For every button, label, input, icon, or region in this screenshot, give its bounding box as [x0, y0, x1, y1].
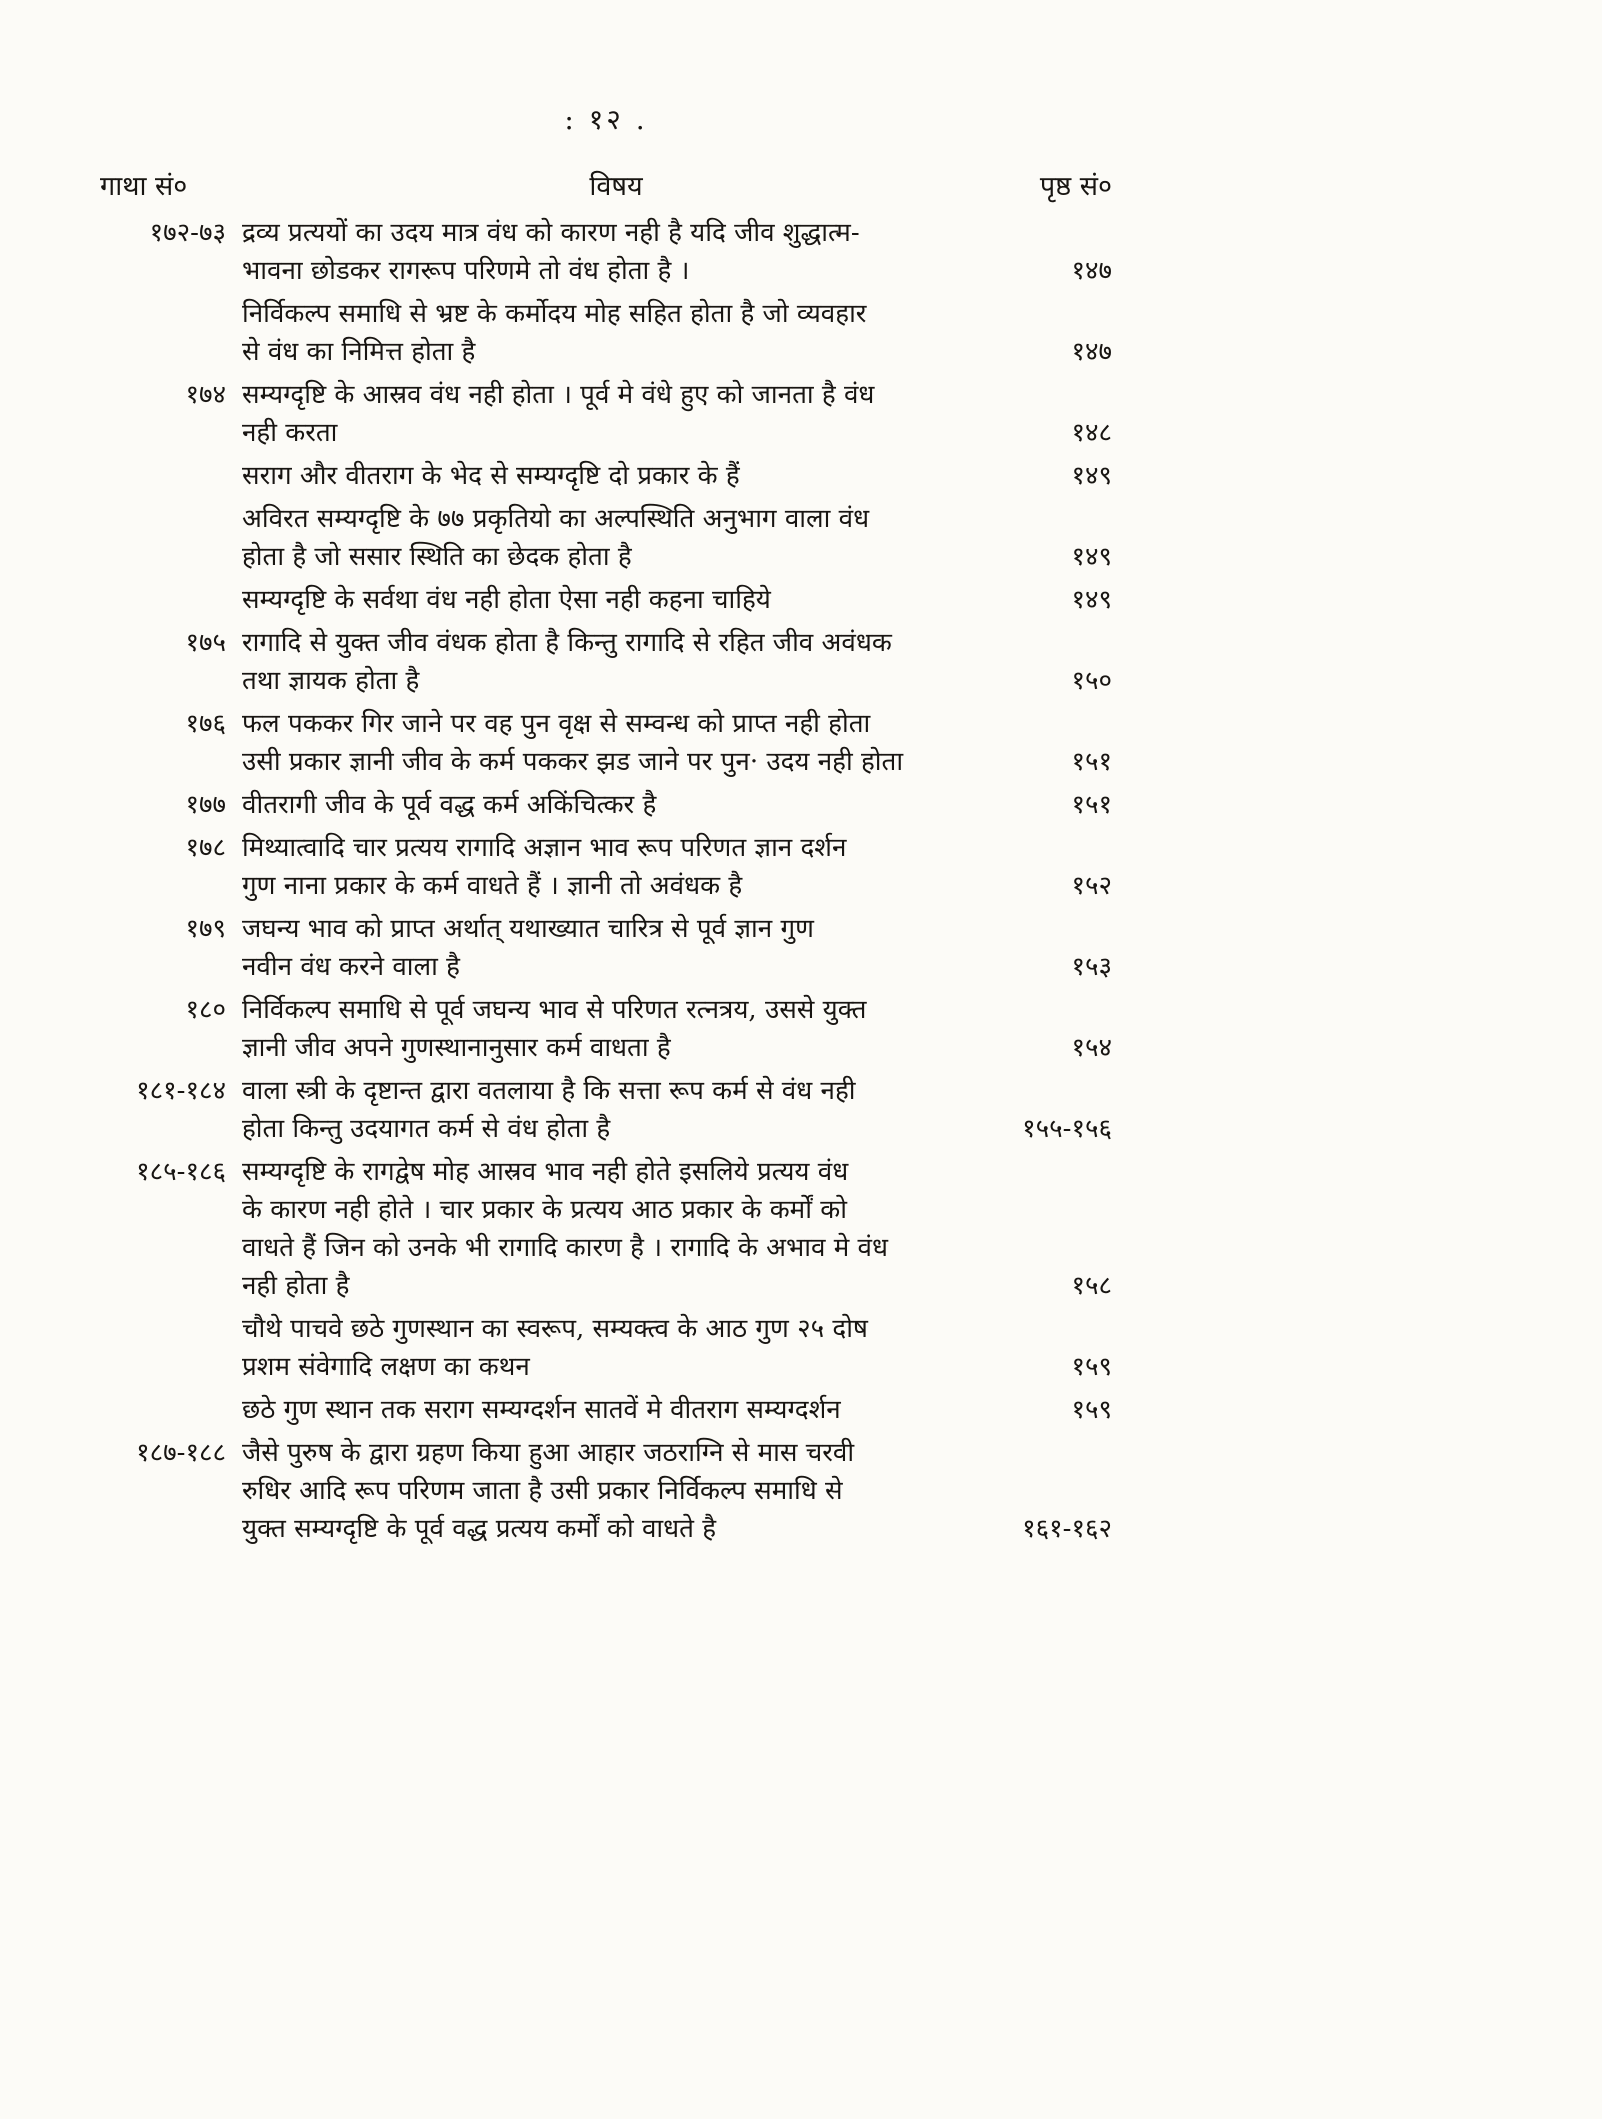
entry-lines — [242, 214, 984, 290]
toc-entry — [100, 991, 1112, 1067]
gatha-number: १७८ — [185, 833, 226, 863]
entry-line-text: होता किन्तु उदयागत कर्म से वंध होता है — [242, 1114, 611, 1144]
entry-line-text: मिथ्यात्वादि चार प्रत्यय रागादि अज्ञान भाव रूप परिणत ज्ञान दर्शन — [242, 833, 847, 863]
toc-entry — [100, 500, 1112, 576]
entry-line-text: द्रव्य प्रत्ययों का उदय मात्र वंध को कारण नही है यदि जीव शुद्धात्म- — [242, 218, 860, 248]
entry-line-text: सम्यग्दृष्टि के सर्वथा वंध नही होता ऐसा नही कहना चाहिये — [242, 585, 771, 615]
entry-line-text: जैसे पुरुष के द्वारा ग्रहण किया हुआ आहार जठराग्नि से मास चरवी — [242, 1438, 855, 1468]
entry-line-text: जघन्य भाव को प्राप्त अर्थात् यथाख्यात चारित्र से पूर्व ज्ञान गुण — [242, 914, 814, 944]
page-number: १४९ — [1071, 461, 1112, 491]
entry-line-text: चौथे पाचवे छठे गुणस्थान का स्वरूप, सम्यक्त्व के आठ गुण २५ दोष — [242, 1314, 868, 1344]
toc-entry — [100, 829, 1112, 905]
entry-line-text: वाला स्त्री के दृष्टान्त द्वारा वतलाया है कि सत्ता रूप कर्म से वंध नही — [242, 1076, 856, 1106]
column-header-page: पृष्ठ सं० — [1039, 171, 1112, 202]
toc-entry — [100, 581, 1112, 619]
toc-entry — [100, 624, 1112, 700]
page-number: १५० — [1071, 666, 1112, 696]
gatha-number — [100, 295, 242, 371]
entry-line-text: सम्यग्दृष्टि के रागद्वेष मोह आस्रव भाव नही होते इसलिये प्रत्यय वंध — [242, 1157, 849, 1187]
entry-line-text: भावना छोडकर रागरूप परिणमे तो वंध होता है । — [242, 256, 690, 286]
gatha-number — [100, 1391, 242, 1429]
gatha-number: १७६ — [185, 709, 226, 739]
toc-entry — [100, 1434, 1112, 1548]
gatha-number: १७५ — [185, 628, 226, 658]
toc-entry — [100, 705, 1112, 781]
entry-line-text: छठे गुण स्थान तक सराग सम्यग्दर्शन सातवें मे वीतराग सम्यग्दर्शन — [242, 1395, 841, 1425]
entry-lines — [242, 295, 984, 371]
entry-line-text: युक्त सम्यग्दृष्टि के पूर्व वद्ध प्रत्यय कर्मों को वाधते है — [242, 1514, 717, 1544]
gatha-number — [100, 581, 242, 619]
page-number: १४७ — [1071, 337, 1112, 367]
entry-line-text: गुण नाना प्रकार के कर्म वाधते हैं । ज्ञानी तो अवंधक है — [242, 871, 743, 901]
toc-entry — [100, 295, 1112, 371]
entry-lines — [242, 1391, 984, 1429]
page-number: १५९ — [1071, 1352, 1112, 1382]
toc-entry — [100, 910, 1112, 986]
toc-entry — [100, 214, 1112, 290]
page-number: १५८ — [1071, 1271, 1112, 1301]
gatha-number: १७२-७३ — [149, 218, 226, 248]
page-number: १४७ — [1071, 256, 1112, 286]
page-number: १५३ — [1071, 952, 1112, 982]
page-number: १५१ — [1071, 747, 1112, 777]
entry-lines — [242, 1072, 984, 1148]
entry-line-text: वीतरागी जीव के पूर्व वद्ध कर्म अकिंचित्कर है — [242, 790, 657, 820]
gatha-number — [100, 1310, 242, 1386]
page-number-header: : १२ . — [564, 103, 648, 136]
entry-line-text: होता है जो ससार स्थिति का छेदक होता है — [242, 542, 632, 572]
entry-line-text: तथा ज्ञायक होता है — [242, 666, 420, 696]
gatha-number — [100, 457, 242, 495]
entry-line-text: नवीन वंध करने वाला है — [242, 952, 460, 982]
toc-entry — [100, 1391, 1112, 1429]
toc-entry — [100, 786, 1112, 824]
entry-line-text: उसी प्रकार ज्ञानी जीव के कर्म पककर झड जाने पर पुन· उदय नही होता — [242, 747, 904, 777]
toc-entries — [100, 214, 1112, 1553]
page-number: १६१-१६२ — [1022, 1514, 1112, 1544]
entry-lines — [242, 1153, 984, 1305]
gatha-number: १७९ — [185, 914, 226, 944]
entry-line-text: निर्विकल्प समाधि से भ्रष्ट के कर्मोदय मोह सहित होता है जो व्यवहार — [242, 299, 867, 329]
page-number: १५१ — [1071, 790, 1112, 820]
entry-line-text: वाधते हैं जिन को उनके भी रागादि कारण है । रागादि के अभाव मे वंध — [242, 1233, 888, 1263]
entry-line-text: अविरत सम्यग्दृष्टि के ७७ प्रकृतियो का अल्पस्थिति अनुभाग वाला वंध — [242, 504, 870, 534]
entry-lines — [242, 705, 984, 781]
page-number: १४९ — [1071, 585, 1112, 615]
entry-line-text: सम्यग्दृष्टि के आस्रव वंध नही होता । पूर्व मे वंधे हुए को जानता है वंध — [242, 380, 875, 410]
toc-entry — [100, 457, 1112, 495]
entry-line-text: सराग और वीतराग के भेद से सम्यग्दृष्टि दो प्रकार के हैं — [242, 461, 740, 491]
entry-line-text: नही करता — [242, 418, 338, 448]
entry-line-text: रागादि से युक्त जीव वंधक होता है किन्तु रागादि से रहित जीव अवंधक — [242, 628, 892, 658]
toc-entry — [100, 376, 1112, 452]
entry-line-text: रुधिर आदि रूप परिणम जाता है उसी प्रकार निर्विकल्प समाधि से — [242, 1476, 843, 1506]
entry-lines — [242, 991, 984, 1067]
entry-line-text: नही होता है — [242, 1271, 350, 1301]
entry-line-text: निर्विकल्प समाधि से पूर्व जघन्य भाव से परिणत रत्नत्रय, उससे युक्त — [242, 995, 867, 1025]
entry-lines — [242, 500, 984, 576]
gatha-number: १७४ — [185, 380, 226, 410]
entry-lines — [242, 376, 984, 452]
entry-line-text: के कारण नही होते । चार प्रकार के प्रत्यय आठ प्रकार के कर्मों को — [242, 1195, 847, 1225]
toc-entry — [100, 1072, 1112, 1148]
toc-entry — [100, 1153, 1112, 1305]
page-number: १५२ — [1071, 871, 1112, 901]
gatha-number: १८० — [185, 995, 226, 1025]
gatha-number — [100, 500, 242, 576]
entry-line-text: से वंध का निमित्त होता है — [242, 337, 476, 367]
gatha-number: १८१-१८४ — [136, 1076, 226, 1106]
gatha-number: १८७-१८८ — [136, 1438, 226, 1468]
entry-line-text: ज्ञानी जीव अपने गुणस्थानानुसार कर्म वाधता है — [242, 1033, 671, 1063]
page-number: १५९ — [1071, 1395, 1112, 1425]
entry-lines — [242, 1434, 984, 1548]
entry-lines — [242, 1310, 984, 1386]
column-header-subject: विषय — [589, 171, 643, 202]
entry-lines — [242, 786, 984, 824]
gatha-number: १८५-१८६ — [136, 1157, 226, 1187]
page-number: १४८ — [1071, 418, 1112, 448]
entry-lines — [242, 581, 984, 619]
entry-lines — [242, 457, 984, 495]
entry-line-text: प्रशम संवेगादि लक्षण का कथन — [242, 1352, 530, 1382]
entry-lines — [242, 910, 984, 986]
entry-lines — [242, 624, 984, 700]
column-header-gatha: गाथा सं० — [100, 171, 188, 202]
page-number: १४९ — [1071, 542, 1112, 572]
column-header-row — [100, 166, 1112, 203]
entry-line-text: फल पककर गिर जाने पर वह पुन वृक्ष से सम्वन्ध को प्राप्त नही होता — [242, 709, 871, 739]
toc-entry — [100, 1310, 1112, 1386]
page-number: १५४ — [1071, 1033, 1112, 1063]
entry-lines — [242, 829, 984, 905]
page-number: १५५-१५६ — [1022, 1114, 1112, 1144]
gatha-number: १७७ — [185, 790, 226, 820]
